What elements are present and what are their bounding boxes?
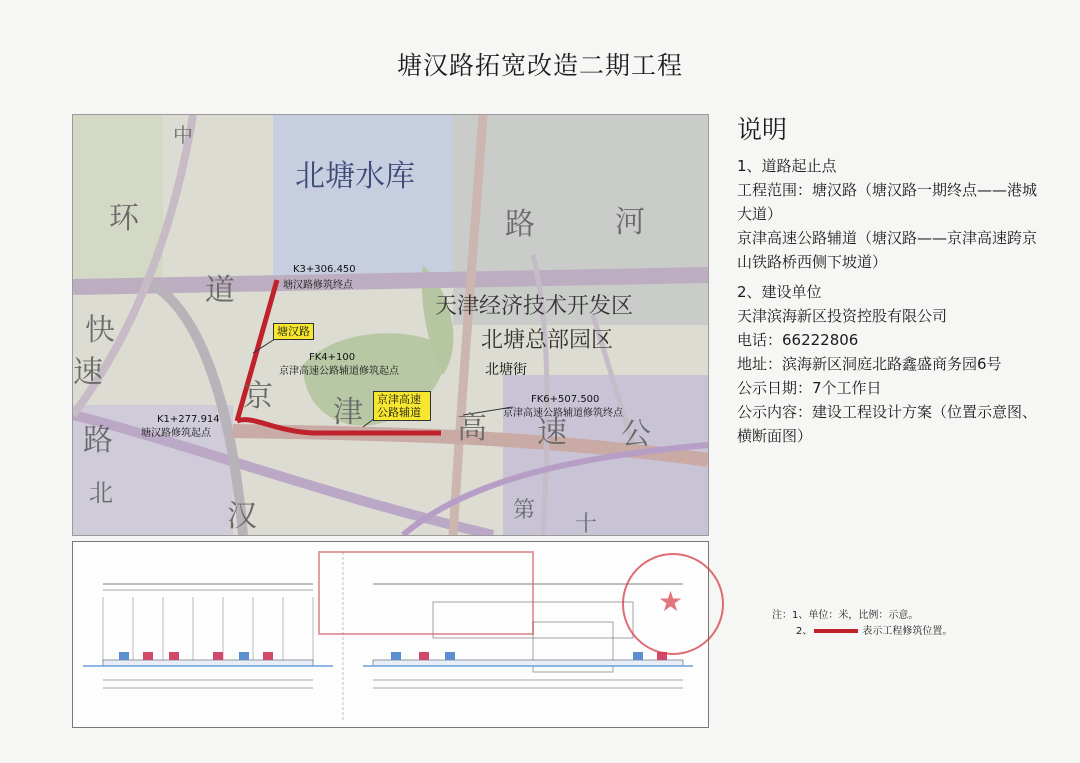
zone-label: 天津经济技术开发区 [435, 294, 634, 319]
notice-period: 公示日期：7个工作日 [737, 379, 882, 397]
page-title: 塘汉路拓宽改造二期工程 [396, 51, 683, 80]
drawing-notes [772, 608, 952, 640]
fk6-desc: 京津高速公路辅道修筑终点 [503, 408, 623, 419]
fk4-desc: 京津高速公路辅道修筑起点 [279, 366, 399, 377]
k3-point: K3+306.450 [293, 264, 356, 275]
k3-desc: 塘汉路修筑终点 [283, 280, 353, 291]
notice-content: 公示内容：建设工程设计方案（位置示意图、横断面图） [737, 403, 1038, 445]
note-2-prefix: 2、 [796, 626, 813, 637]
fk4-point: FK4+100 [309, 352, 356, 363]
map-char-su: 速 [73, 355, 103, 390]
address: 地址：滨海新区洞庭北路鑫盛商务园6号 [737, 355, 1002, 373]
scope-tanghan: 工程范围：塘汉路（塘汉路一期终点——港城大道） [737, 181, 1038, 223]
company-name: 天津滨海新区投资控股有限公司 [737, 307, 948, 325]
map-char-huan: 环 [109, 201, 139, 236]
fk6-point: FK6+507.500 [531, 394, 600, 405]
street-label: 北塘街 [485, 362, 527, 378]
scope-jingjin: 京津高速公路辅道（塘汉路——京津高速跨京山铁路桥西侧下坡道） [737, 229, 1038, 271]
map-char-jin: 津 [333, 395, 363, 430]
note-2 [772, 624, 952, 640]
map-char-shi: 十 [575, 512, 598, 536]
map-char-jing: 京 [243, 379, 273, 414]
jingjin-callout: 京津高速公路辅道 [373, 391, 431, 421]
k1-desc: 塘汉路修筑起点 [141, 428, 211, 439]
map-char-kuai: 快 [85, 313, 115, 348]
design-institute-stamp [622, 553, 724, 655]
tanghan-callout: 塘汉路 [273, 323, 314, 340]
section-2-title: 2、建设单位 [737, 283, 822, 301]
reservoir-label: 北塘水库 [295, 159, 415, 194]
map-char-he: 河 [615, 205, 645, 240]
map-char-lu1: 路 [505, 207, 535, 242]
map-char-gong: 公 [621, 417, 651, 452]
note-1: 注：1、单位：米，比例：示意。 [772, 610, 919, 621]
note-2-suffix: 表示工程修筑位置。 [862, 626, 953, 637]
stamp-star-icon: ★ [658, 585, 684, 618]
section-1-title: 1、道路起止点 [737, 157, 837, 175]
map-char-bei: 北 [89, 479, 113, 507]
phone: 电话：66222806 [737, 331, 859, 349]
park-label: 北塘总部园区 [481, 328, 614, 353]
map-char-zhong: 中 [173, 123, 193, 147]
map-char-dao: 道 [205, 273, 235, 308]
map-char-su2: 速 [537, 415, 567, 450]
location-map[interactable] [72, 114, 709, 536]
legend-red-line-icon [814, 629, 858, 633]
k1-point: K1+277.914 [157, 414, 220, 425]
map-char-han: 汉 [227, 499, 257, 534]
description-heading: 说明 [737, 115, 788, 144]
reservoir-area [273, 115, 473, 275]
map-char-gao: 高 [457, 411, 487, 446]
map-char-di: 第 [513, 498, 536, 523]
description-panel [737, 110, 1037, 448]
map-char-lu2: 路 [83, 423, 113, 458]
approval-seal [318, 551, 534, 635]
